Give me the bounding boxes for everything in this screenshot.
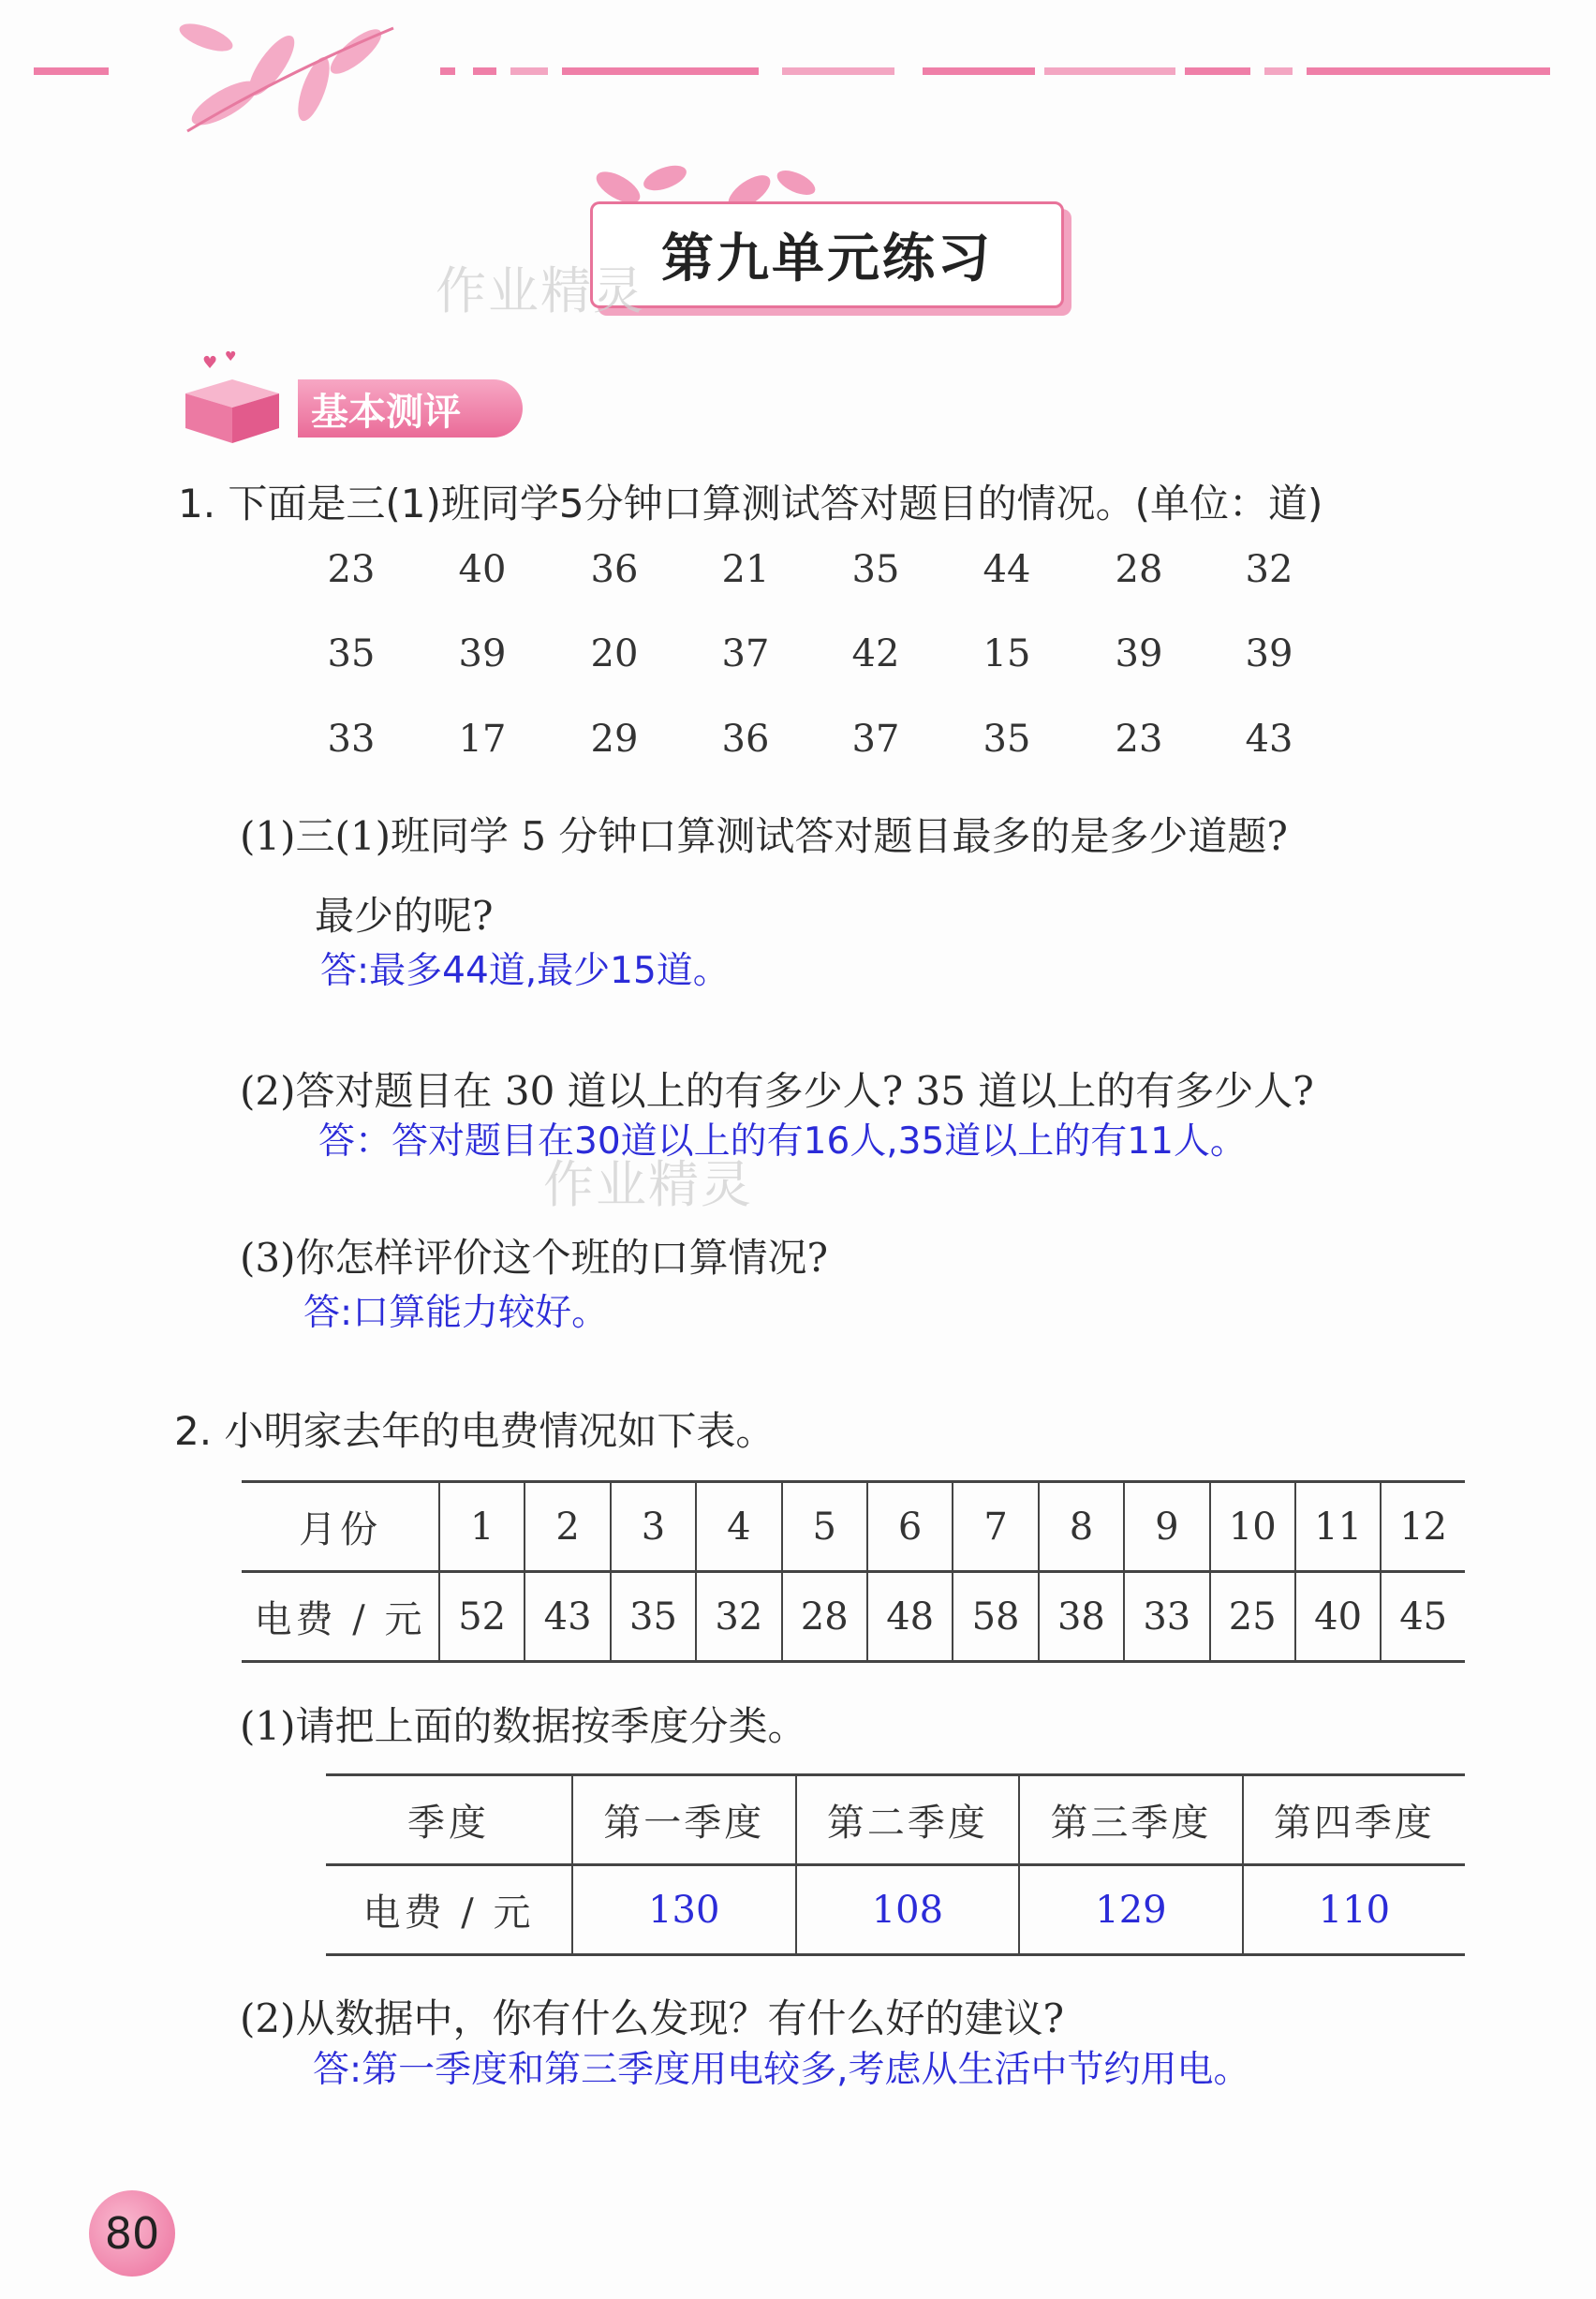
- q2-sub1: (1)请把上面的数据按季度分类。: [240, 1703, 807, 1749]
- month-cell: 1: [439, 1482, 525, 1572]
- row-label: 月份: [299, 1508, 381, 1551]
- page-title: 第九单元练习: [661, 228, 993, 289]
- row-label: 电费 / 元: [254, 1598, 426, 1641]
- fee-cell: 40: [1295, 1572, 1381, 1662]
- fee-cell: 48: [867, 1572, 953, 1662]
- month-cell: 4: [696, 1482, 781, 1572]
- data-value: 28: [1115, 548, 1163, 591]
- month-cell: 3: [611, 1482, 696, 1572]
- data-value: 40: [458, 548, 507, 591]
- electricity-table: [242, 1480, 1465, 1663]
- data-value: 35: [851, 548, 900, 591]
- data-value: 36: [590, 548, 639, 591]
- month-cell: 5: [782, 1482, 867, 1572]
- fee-cell: 32: [696, 1572, 781, 1662]
- data-value: 17: [458, 718, 507, 761]
- top-decoration: [0, 0, 1596, 159]
- q1-sub1-line1: (1)三(1)班同学 5 分钟口算测试答对题目最多的是多少道题?: [240, 813, 1288, 859]
- data-row: [327, 718, 1367, 774]
- month-cell: 11: [1295, 1482, 1381, 1572]
- month-cell: 7: [953, 1482, 1038, 1572]
- data-value: 15: [983, 632, 1031, 675]
- table-row: [326, 1775, 1465, 1865]
- q2-sub2: (2)从数据中，你有什么发现？有什么好的建议?: [240, 1995, 1065, 2041]
- quarter-cell: 第三季度: [1019, 1775, 1243, 1865]
- quarter-fee-answer: 129: [1019, 1865, 1243, 1955]
- table-row: [242, 1482, 1465, 1572]
- data-value: 36: [721, 718, 770, 761]
- q1-prompt: 1. 下面是三(1)班同学5分钟口算测试答对题目的情况。(单位：道): [178, 481, 1323, 527]
- quarter-table: [326, 1773, 1465, 1956]
- q2-prompt: 2. 小明家去年的电费情况如下表。: [174, 1408, 776, 1454]
- cube-icon: [176, 351, 298, 445]
- fee-cell: 25: [1210, 1572, 1295, 1662]
- month-cell: 10: [1210, 1482, 1295, 1572]
- month-cell: 6: [867, 1482, 953, 1572]
- fee-cell: 52: [439, 1572, 525, 1662]
- data-value: 39: [1245, 632, 1293, 675]
- svg-text:♥: ♥: [225, 351, 237, 364]
- month-cell: 8: [1039, 1482, 1124, 1572]
- fee-cell: 58: [953, 1572, 1038, 1662]
- fee-cell: 28: [782, 1572, 867, 1662]
- data-value: 39: [1115, 632, 1163, 675]
- data-value: 23: [1115, 718, 1163, 761]
- section-tag: 基本测评: [298, 379, 523, 438]
- q1-sub1-line2: 最少的呢?: [315, 893, 494, 939]
- svg-text:♥: ♥: [202, 353, 218, 373]
- data-value: 20: [590, 632, 639, 675]
- quarter-fee-answer: 110: [1243, 1865, 1465, 1955]
- q1-answer1: 答:最多44道,最少15道。: [320, 950, 730, 992]
- data-row: [327, 548, 1367, 604]
- fee-cell: 38: [1039, 1572, 1124, 1662]
- table-row: [242, 1572, 1465, 1662]
- q1-sub2: (2)答对题目在 30 道以上的有多少人? 35 道以上的有多少人?: [240, 1068, 1314, 1114]
- data-value: 32: [1245, 548, 1293, 591]
- quarter-cell: 第四季度: [1243, 1775, 1465, 1865]
- data-value: 35: [327, 632, 376, 675]
- fee-cell: 35: [611, 1572, 696, 1662]
- page-number: 80: [89, 2190, 175, 2277]
- data-value: 39: [458, 632, 507, 675]
- month-cell: 2: [525, 1482, 610, 1572]
- data-value: 23: [327, 548, 376, 591]
- q1-answer3: 答:口算能力较好。: [303, 1292, 609, 1334]
- fee-cell: 33: [1124, 1572, 1209, 1662]
- table-row: [326, 1865, 1465, 1955]
- q1-sub3: (3)你怎样评价这个班的口算情况?: [240, 1235, 829, 1281]
- data-row: [327, 632, 1367, 689]
- title-box: [590, 201, 1064, 308]
- fee-cell: 45: [1381, 1572, 1465, 1662]
- data-value: 29: [590, 718, 639, 761]
- q1-answer2: 答：答对题目在30道以上的有16人,35道以上的有11人。: [318, 1120, 1247, 1163]
- quarter-cell: 第一季度: [572, 1775, 796, 1865]
- fee-cell: 43: [525, 1572, 610, 1662]
- watermark: 作业精灵: [436, 261, 645, 320]
- q2-answer2: 答:第一季度和第三季度用电较多,考虑从生活中节约用电。: [313, 2049, 1250, 2091]
- month-cell: 9: [1124, 1482, 1209, 1572]
- data-value: 33: [327, 718, 376, 761]
- data-value: 37: [851, 718, 900, 761]
- quarter-cell: 第二季度: [796, 1775, 1020, 1865]
- quarter-fee-answer: 130: [572, 1865, 796, 1955]
- row-label: 季度: [407, 1802, 490, 1845]
- data-value: 37: [721, 632, 770, 675]
- month-cell: 12: [1381, 1482, 1465, 1572]
- data-value: 43: [1245, 718, 1293, 761]
- data-value: 44: [983, 548, 1031, 591]
- watermark-2: 作业精灵: [543, 1155, 753, 1214]
- data-value: 21: [721, 548, 770, 591]
- data-value: 42: [851, 632, 900, 675]
- quarter-fee-answer: 108: [796, 1865, 1020, 1955]
- data-value: 35: [983, 718, 1031, 761]
- row-label: 电费 / 元: [362, 1891, 535, 1935]
